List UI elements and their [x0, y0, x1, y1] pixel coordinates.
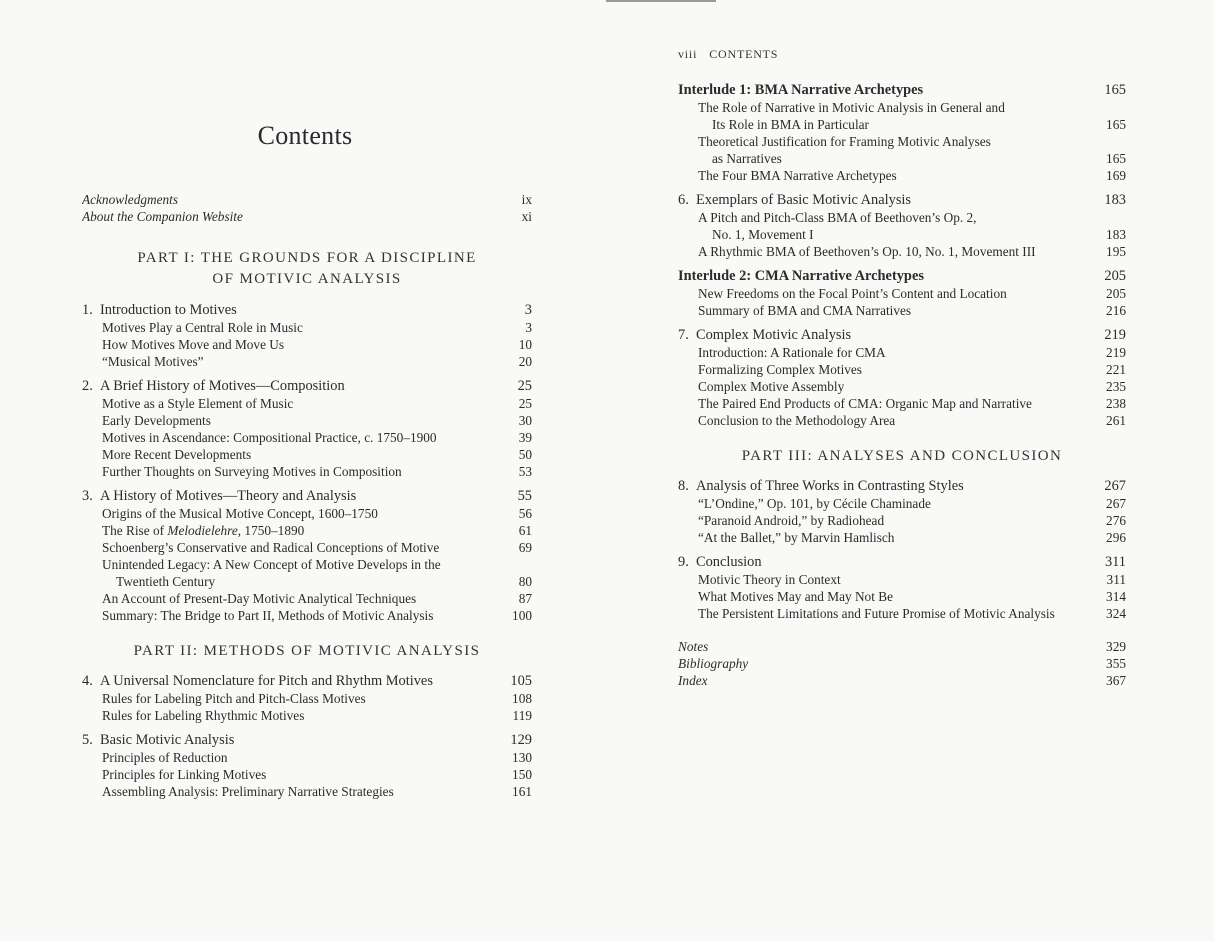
- toc-section[interactable]: How Motives Move and Move Us 10: [102, 337, 532, 352]
- toc-section[interactable]: Summary of BMA and CMA Narratives 216: [698, 303, 1126, 318]
- toc-entry-bibliography[interactable]: Bibliography 355: [678, 656, 1126, 671]
- page-number: 183: [1104, 192, 1126, 208]
- toc-section[interactable]: A Rhythmic BMA of Beethoven’s Op. 10, No. 1, Movement III 195: [698, 244, 1126, 259]
- page-number: 165: [1104, 82, 1126, 98]
- toc-section[interactable]: “At the Ballet,” by Marvin Hamlisch 296: [698, 530, 1126, 545]
- toc-section[interactable]: Origins of the Musical Motive Concept, 1600–1750 56: [102, 506, 532, 521]
- toc-chapter-8[interactable]: 8. Analysis of Three Works in Contrasting Styles 267: [678, 478, 1126, 494]
- toc-chapter-5[interactable]: 5. Basic Motivic Analysis 129: [82, 732, 532, 748]
- toc-chapter-4[interactable]: 4. A Universal Nomenclature for Pitch and Rhythm Motives 105: [82, 673, 532, 689]
- toc-section[interactable]: Early Developments 30: [102, 413, 532, 428]
- toc-chapter-9[interactable]: 9. Conclusion 311: [678, 554, 1126, 570]
- page-number: 25: [517, 378, 532, 394]
- toc-section[interactable]: Motives in Ascendance: Compositional Practice, c. 1750–1900 39: [102, 430, 532, 445]
- page-number: 105: [510, 673, 532, 689]
- toc-section[interactable]: Unintended Legacy: A New Concept of Motive Develops in the: [102, 557, 441, 572]
- toc-section-continued[interactable]: Its Role in BMA in Particular 165: [712, 117, 1126, 132]
- page-number: 3: [524, 302, 532, 318]
- part-2-heading: PART II: METHODS OF MOTIVIC ANALYSIS: [133, 643, 481, 659]
- toc-section[interactable]: “L’Ondine,” Op. 101, by Cécile Chaminade 267: [698, 496, 1126, 511]
- toc-section[interactable]: What Motives May and May Not Be 314: [698, 589, 1126, 604]
- toc-section[interactable]: Principles of Reduction 130: [102, 750, 532, 765]
- toc-section[interactable]: Formalizing Complex Motives 221: [698, 362, 1126, 377]
- toc-section[interactable]: Assembling Analysis: Preliminary Narrative Strategies 161: [102, 784, 532, 799]
- part-1-heading: PART I: THE GROUNDS FOR A DISCIPLINE OF MOTIVIC ANALYSIS: [137, 250, 477, 287]
- toc-section[interactable]: Rules for Labeling Rhythmic Motives 119: [102, 708, 532, 723]
- toc-section[interactable]: The Role of Narrative in Motivic Analysis in General and: [698, 100, 1005, 115]
- toc-section[interactable]: Rules for Labeling Pitch and Pitch-Class Motives 108: [102, 691, 532, 706]
- toc-section[interactable]: The Four BMA Narrative Archetypes 169: [698, 168, 1126, 183]
- toc-entry-acknowledgments[interactable]: Acknowledgments ix: [82, 192, 532, 207]
- page-number: 205: [1104, 268, 1126, 284]
- right-page: [606, 0, 1214, 941]
- toc-chapter-2[interactable]: 2. A Brief History of Motives—Composition 25: [82, 378, 532, 394]
- toc-section[interactable]: Further Thoughts on Surveying Motives in Composition 53: [102, 464, 532, 479]
- toc-chapter-6[interactable]: 6. Exemplars of Basic Motivic Analysis 183: [678, 192, 1126, 208]
- running-head: [678, 47, 778, 62]
- toc-chapter-1[interactable]: 1. Introduction to Motives 3: [82, 302, 532, 318]
- toc-interlude-2[interactable]: Interlude 2: CMA Narrative Archetypes 205: [678, 268, 1126, 284]
- toc-section[interactable]: “Paranoid Android,” by Radiohead 276: [698, 513, 1126, 528]
- toc-section[interactable]: More Recent Developments 50: [102, 447, 532, 462]
- toc-section[interactable]: Motivic Theory in Context 311: [698, 572, 1126, 587]
- page-number: 311: [1104, 554, 1126, 570]
- toc-section[interactable]: New Freedoms on the Focal Point’s Content and Location 205: [698, 286, 1126, 301]
- toc-section[interactable]: A Pitch and Pitch-Class BMA of Beethoven’s Op. 2,: [698, 210, 977, 225]
- right-toc: [678, 80, 1126, 689]
- page-number: 219: [1104, 327, 1126, 343]
- toc-section[interactable]: Summary: The Bridge to Part II, Methods of Motivic Analysis 100: [102, 608, 532, 623]
- toc-entry-index[interactable]: Index 367: [678, 673, 1126, 688]
- toc-section-continued[interactable]: Twentieth Century 80: [116, 574, 532, 589]
- left-page: [0, 0, 606, 941]
- toc-section[interactable]: Principles for Linking Motives 150: [102, 767, 532, 782]
- toc-section[interactable]: “Musical Motives” 20: [102, 354, 532, 369]
- page-number: 129: [510, 732, 532, 748]
- toc-section[interactable]: The Persistent Limitations and Future Promise of Motivic Analysis 324: [698, 606, 1126, 621]
- toc-section[interactable]: Conclusion to the Methodology Area 261: [698, 413, 1126, 428]
- toc-section[interactable]: An Account of Present-Day Motivic Analytical Techniques 87: [102, 591, 532, 606]
- folio: viii: [678, 47, 698, 61]
- toc-section[interactable]: Schoenberg’s Conservative and Radical Conceptions of Motive 69: [102, 540, 532, 555]
- toc-section[interactable]: Theoretical Justification for Framing Motivic Analyses: [698, 134, 991, 149]
- page-number: 267: [1104, 478, 1126, 494]
- page-title: Contents: [257, 121, 353, 151]
- running-head-title: CONTENTS: [709, 47, 779, 61]
- toc-section[interactable]: Complex Motive Assembly 235: [698, 379, 1126, 394]
- toc-section-continued[interactable]: as Narratives 165: [712, 151, 1126, 166]
- toc-section-continued[interactable]: No. 1, Movement I 183: [712, 227, 1126, 242]
- toc-entry-companion-website[interactable]: About the Companion Website xi: [82, 209, 532, 224]
- page-number: ix: [521, 192, 532, 207]
- toc-section[interactable]: The Paired End Products of CMA: Organic Map and Narrative 238: [698, 396, 1126, 411]
- toc-section[interactable]: Motives Play a Central Role in Music 3: [102, 320, 532, 335]
- toc-section[interactable]: Motive as a Style Element of Music 25: [102, 396, 532, 411]
- toc-entry-notes[interactable]: Notes 329: [678, 639, 1126, 654]
- toc-section[interactable]: The Rise of Melodielehre, 1750–1890 61: [102, 523, 532, 538]
- page-number: xi: [521, 209, 532, 224]
- left-toc: [82, 191, 532, 800]
- toc-section[interactable]: Introduction: A Rationale for CMA 219: [698, 345, 1126, 360]
- page-number: 55: [517, 488, 532, 504]
- toc-interlude-1[interactable]: Interlude 1: BMA Narrative Archetypes 165: [678, 82, 1126, 98]
- toc-chapter-3[interactable]: 3. A History of Motives—Theory and Analysis 55: [82, 488, 532, 504]
- toc-chapter-7[interactable]: 7. Complex Motivic Analysis 219: [678, 327, 1126, 343]
- part-3-heading: PART III: ANALYSES AND CONCLUSION: [741, 448, 1063, 464]
